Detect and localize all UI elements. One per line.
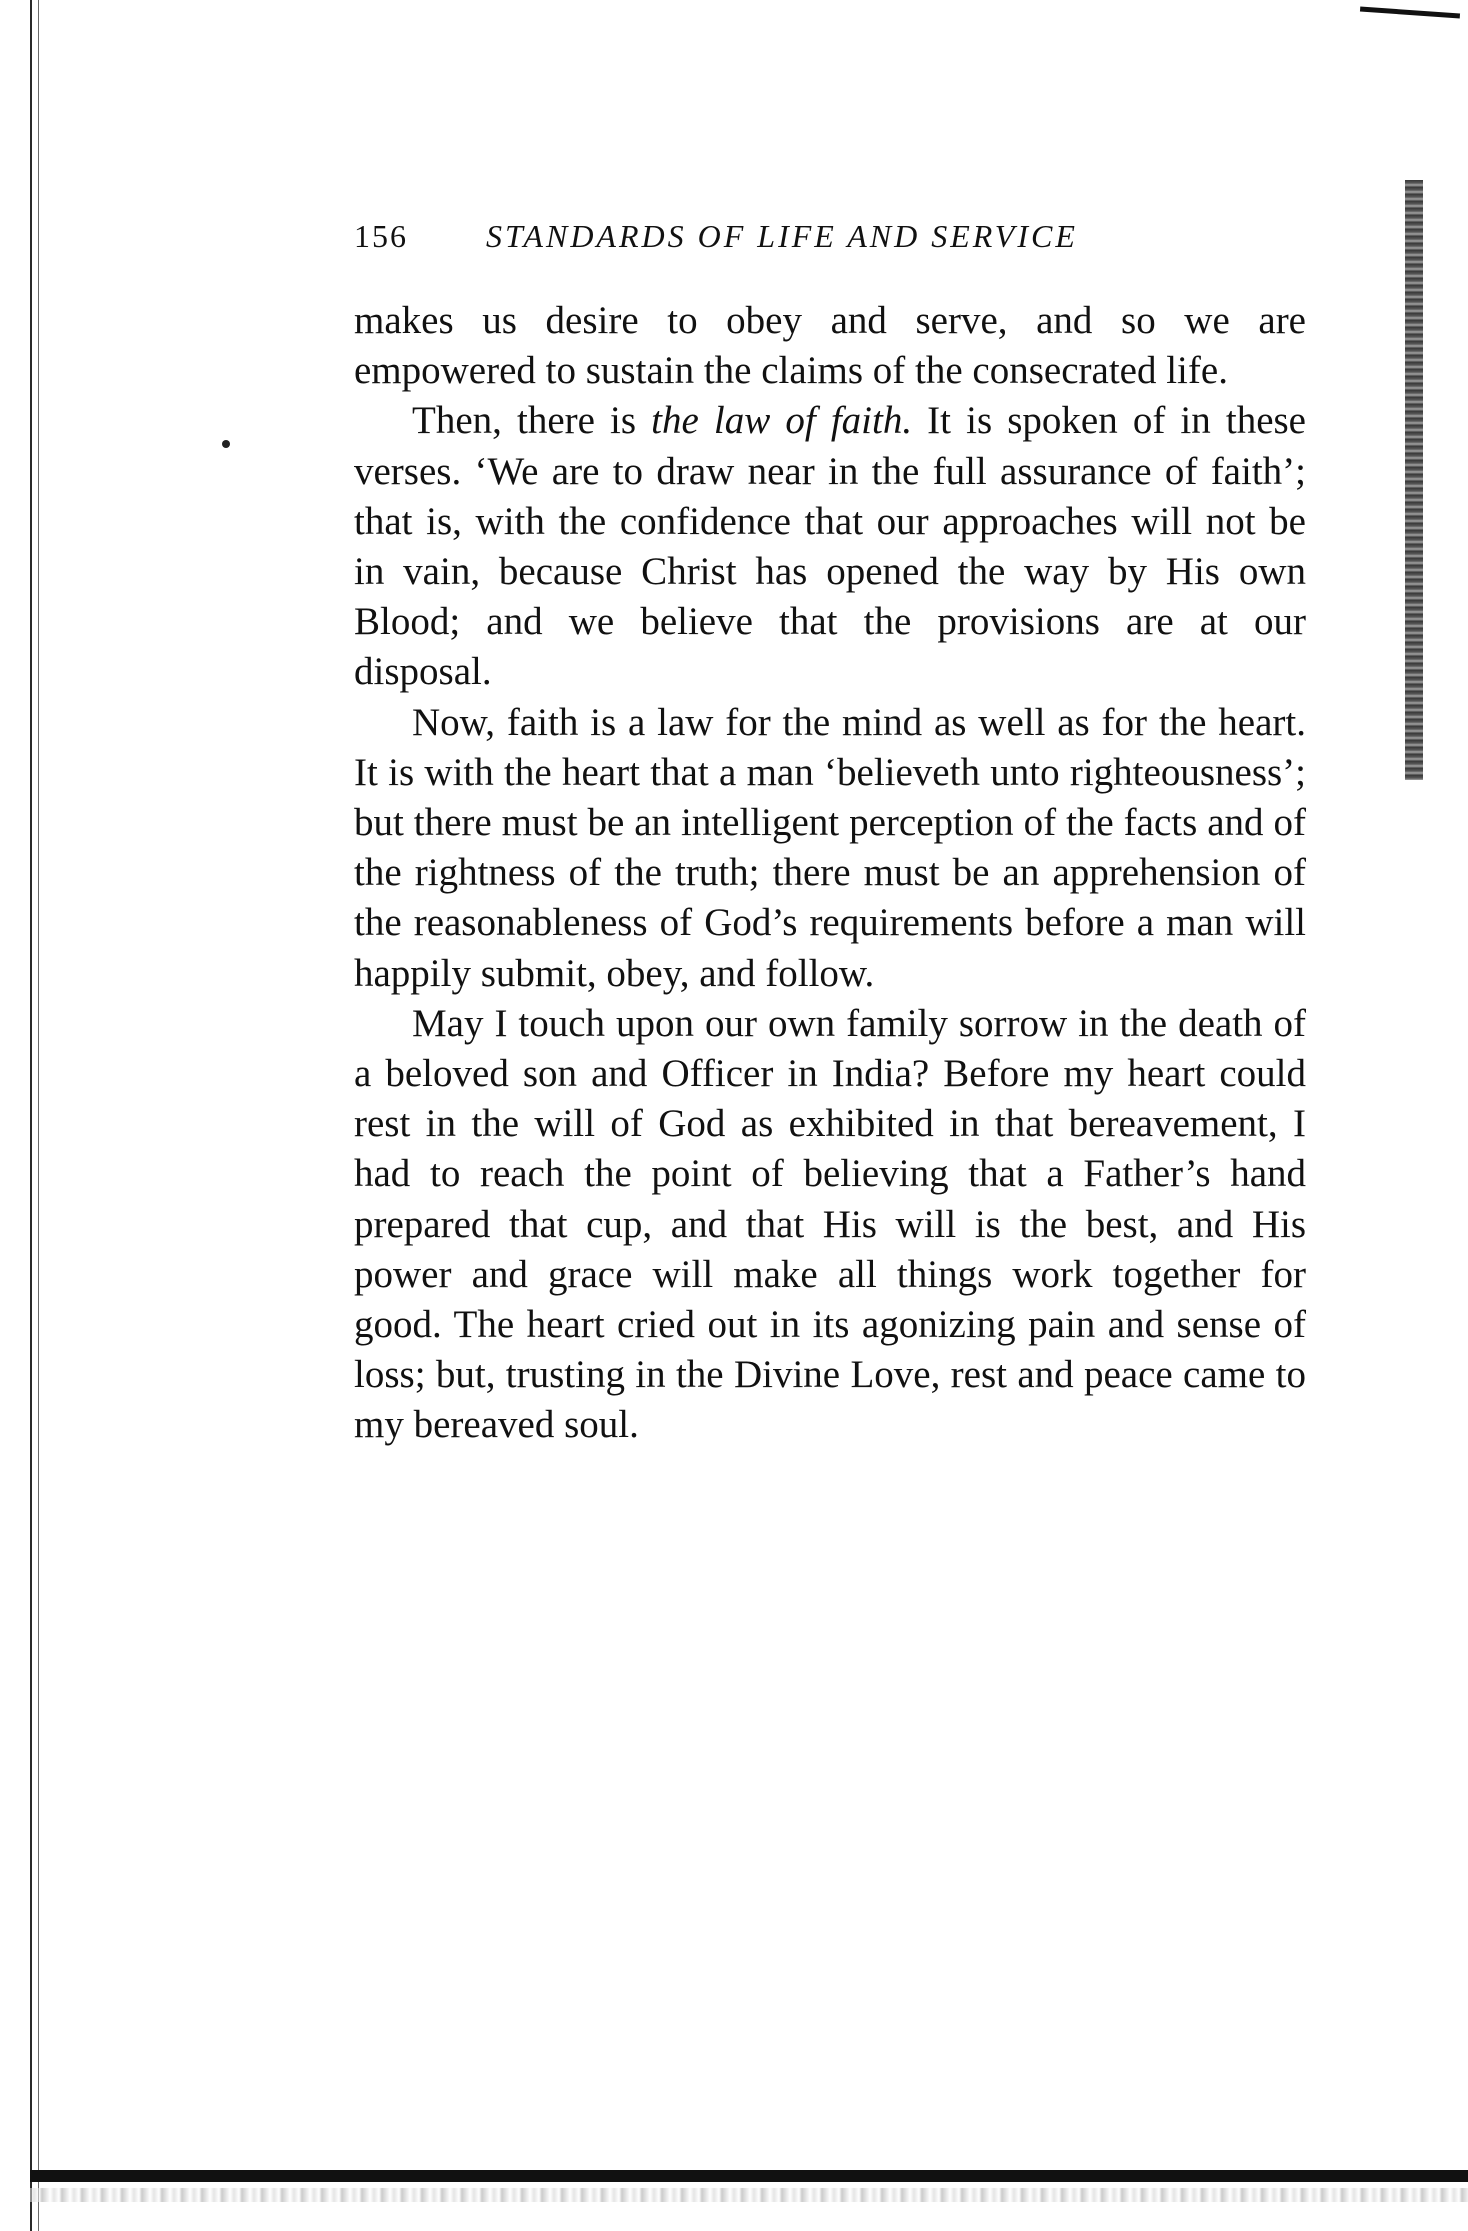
body-text — [354, 296, 1306, 1451]
paragraph-3: Now, faith is a law for the mind as well as for the heart. It is with the heart that a man ‘believeth unto righteousness’; but there must be an intelligent perception of the facts and of the rightness of the truth; there must be an apprehension of the reasonableness of God’s requirements before a man will happily submit, obey, and follow. — [354, 700, 1306, 995]
running-title: STANDARDS OF LIFE AND SERVICE — [486, 218, 1078, 254]
scan-speck — [222, 440, 230, 448]
paragraph-2-rest: It is spoken of in these verses. ‘We are to draw near in the full assurance of faith’; that is, with the confidence that our approaches will not be in vain, because Christ has opened the way by His own Blood; and we believe that the provisions are at our disposal. — [354, 399, 1306, 694]
scan-bottom-noise — [30, 2188, 1468, 2202]
paragraph-4: May I touch upon our own family sorrow in the death of a beloved son and Officer in India? Before my heart could rest in the will of God as exhibited in that bereavement, I had to reach the point of believing that a Father’s hand prepared that cup, and that His will is the best, and His power and grace will make all things work together for good. The heart cried out in its agonizing pain and sense of loss; but, trusting in the Divine Love, rest and peace came to my bereaved soul. — [354, 1001, 1306, 1447]
scan-bottom-bar — [30, 2170, 1468, 2182]
scan-binding-line — [30, 0, 32, 2231]
paragraph-1: makes us desire to obey and serve, and so we are empowered to sustain the claims of the consecrated life. — [354, 299, 1306, 393]
scan-page-edge-shadow — [1405, 180, 1423, 780]
scan-edge-mark — [1360, 7, 1460, 19]
page-number: 156 — [354, 218, 408, 254]
page-header — [354, 218, 1314, 258]
paragraph-2-emphasis: the law of faith. — [651, 399, 913, 443]
paragraph-2 — [354, 396, 1306, 697]
scan-binding-line-faint — [38, 0, 39, 2231]
paragraph-2-lead: Then, there is — [412, 399, 652, 443]
